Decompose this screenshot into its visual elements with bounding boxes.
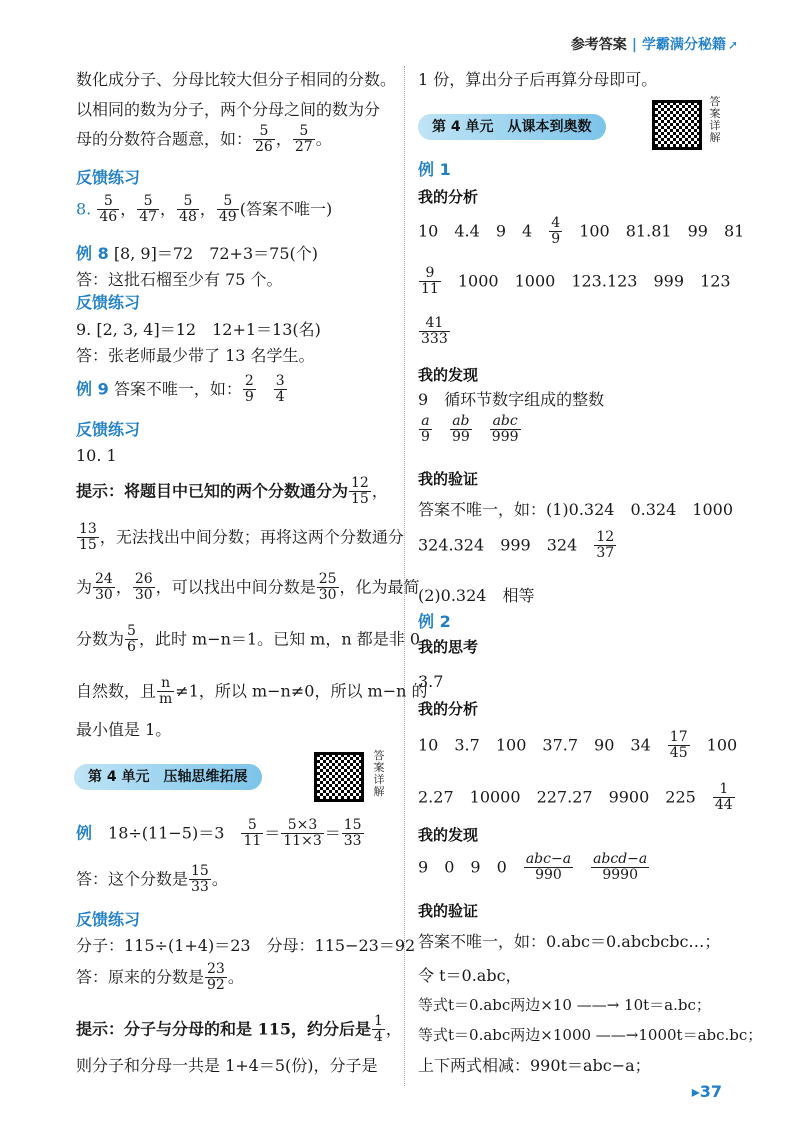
qr-code-icon[interactable] [314,752,364,802]
text-line: 答：张老师最少带了 13 名学生。 [76,346,315,365]
math-row: 2.27 10000 227.27 9900 225 $\frac{1}{44}$ [418,781,733,814]
sub-heading: 我的发现 [418,366,479,384]
example-9: 例 9 答案不唯一，如： $\frac{2}{9}$ $\frac{3}{4}$ [76,373,285,406]
text-line: 上下两式相减：990t＝abc−a； [418,1056,651,1075]
text-line: 10. 1 [76,446,117,465]
text-line: 答：这批石榴至少有 75 个。 [76,270,283,289]
hint: 分数为 $\frac{5}{6}$ ，此时 m−n＝1。已知 m，n 都是非 0 [76,623,421,656]
sub-heading: 我的思考 [418,638,479,656]
section-heading: 反馈练习 [76,293,141,312]
hint: 提示：分子与分母的和是 115，约分后是 $\frac{1}{4}$ ， [76,1013,402,1046]
example-label: 例 2 [418,612,451,631]
text-line: 以相同的数为分子，两个分母之间的数为分 [76,100,381,119]
text-line: 答案不唯一，如：(1)0.324 0.324 1000 [418,500,733,519]
math-row: 9 0 9 0 $\frac{\text{abc−a}}{990}$ $\frac{\text{abcd−a}}{9990}$ [418,851,648,884]
math-row: 10 3.7 100 37.7 90 34 $\frac{17}{45}$ 100 [418,729,738,762]
fraction: $\frac{5}{26}$ [255,123,273,156]
section-heading: 反馈练习 [76,168,141,187]
hint: $\frac{13}{15}$ ，无法找出中间分数；再将这两个分数通分 [79,521,404,554]
math-row: 324.324 999 324 $\frac{12}{37}$ [418,529,615,562]
hint: 自然数，且 $\frac{n}{m}$ ≠1，所以 m−n≠0，所以 m−n 的 [76,675,428,708]
example: 例 18÷(11−5)＝3 $\frac{5}{11}$ ＝ $\frac{5\times 3}{11\times 3}$ ＝ $\frac{15}{33}$ [76,817,362,850]
text-line: 9. [2, 3, 4]＝12 12+1＝13(名) [76,320,321,339]
math-row: $\frac{41}{333}$ [421,315,448,348]
math-row: $\frac{9}{11}$ 1000 1000 123.123 999 123 [421,265,731,298]
header-right: 学霸满分秘籍 [641,37,726,53]
answer-8: 8. $\frac{5}{46}$ ， $\frac{5}{47}$ ， $\frac{5}{48}$ ， $\frac{5}{49}$ (答案不唯一) [76,193,333,226]
section-heading: 反馈练习 [76,910,141,929]
unit-banner: 第 4 单元 从课本到奥数 [418,114,606,140]
text-line: 等式t＝0.abc两边×1000 ——→1000t＝abc.bc； [418,1026,763,1044]
text-line: 母的分数符合题意，如： $\frac{5}{26}$ ， $\frac{5}{27}$ 。 [76,123,332,156]
sub-heading: 我的验证 [418,902,479,920]
sub-heading: 我的验证 [418,470,479,488]
text-line: 答：原来的分数是 $\frac{23}{92}$ 。 [76,961,244,994]
sub-heading: 我的发现 [418,826,479,844]
text-line: 9 循环节数字组成的整数 [418,390,605,409]
hint: 则分子和分母一共是 1+4＝5(份)，分子是 [76,1056,378,1075]
sub-heading: 我的分析 [418,700,479,718]
header-left: 参考答案 [570,37,627,53]
text-line: (2)0.324 相等 [418,586,535,605]
hint: 为 $\frac{24}{30}$ ， $\frac{26}{30}$ ，可以找出中间分数是 $\frac{25}{30}$ ，化为最简 [76,571,420,604]
plane-icon: ➚ [727,38,738,52]
qr-label: 答案详解 [373,749,385,798]
page-number: ▸37 [691,1082,722,1101]
text-line: 分子：115÷(1+4)＝23 分母：115−23＝92 [76,936,416,955]
text-line: 3.7 [418,672,444,691]
text-line: 数化成分子、分母比较大但分子相同的分数。 [76,70,397,89]
text-line: 答：这个分数是 $\frac{15}{33}$ 。 [76,863,228,896]
example-label: 例 1 [418,160,451,179]
math-row: $\frac{a}{9}$ $\frac{ab}{99}$ $\frac{\text{abc}}{999}$ [421,413,519,446]
qr-label: 答案详解 [709,95,721,144]
text-line: 答案不唯一，如：0.abc＝0.abcbcbc…； [418,932,721,951]
qr-code-icon[interactable] [652,100,702,150]
hint: 提示：将题目中已知的两个分数通分为 $\frac{12}{15}$ ， [76,475,388,508]
hint: 最小值是 1。 [76,720,172,739]
header-separator: | [631,37,637,53]
text-line: 令 t＝0.abc， [418,966,522,985]
math-row: 10 4.4 9 4 $\frac{4}{9}$ 100 81.81 99 81 [418,215,745,248]
section-heading: 反馈练习 [76,420,141,439]
unit-banner: 第 4 单元 压轴思维拓展 [74,764,262,790]
page-header [571,34,738,54]
example-8: 例 8 [8, 9]＝72 72+3＝75(个) [76,244,318,263]
text-line: 等式t＝0.abc两边×10 ——→ 10t＝a.bc； [418,996,711,1014]
text-line: 1 份，算出分子后再算分母即可。 [418,70,658,89]
sub-heading: 我的分析 [418,188,479,206]
fraction: $\frac{5}{27}$ [294,123,313,156]
